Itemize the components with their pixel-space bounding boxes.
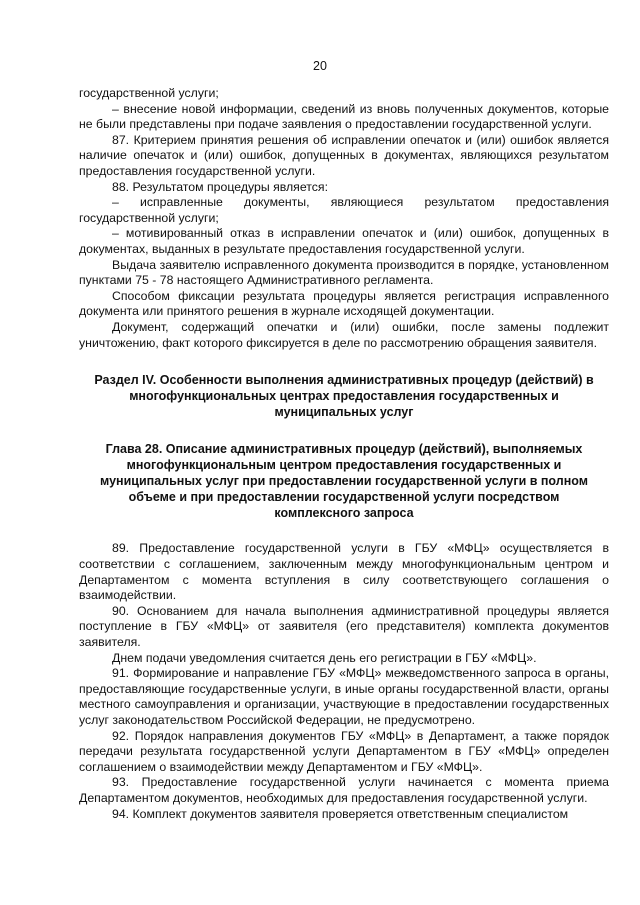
spacer [79, 521, 609, 541]
page-content [79, 86, 609, 822]
paragraph: 94. Комплект документов заявителя проверяется ответственным специалистом [112, 806, 569, 821]
paragraph: Днем подачи уведомления считается день его регистрации в ГБУ «МФЦ». [112, 650, 537, 665]
paragraph: 91. Формирование и направление ГБУ «МФЦ» межведомственного запроса в органы, предоставляющие государственные услуги, в иные органы государственной власти, органы местного самоуправления и организации, участвующие в предоставлении государственных услуг законодательством Российской Федерации, не предусмотрено. [79, 666, 609, 727]
paragraph: 90. Основанием для начала выполнения административной процедуры является поступление в ГБУ «МФЦ» от заявителя (его представителя) комплекта документов заявителя. [79, 603, 609, 650]
paragraph: Способом фиксации результата процедуры является регистрация исправленного документа или принятого решения в журнале исходящей документации. [79, 288, 609, 319]
paragraph: 89. Предоставление государственной услуги в ГБУ «МФЦ» осуществляется в соответствии с соглашением, заключенным между многофункциональным центром и Департаментом с момента вступления в силу соответствующего соглашения о взаимодействии. [79, 541, 609, 603]
page-number: 20 [313, 59, 327, 73]
chapter-heading: Глава 28. Описание административных процедур (действий), выполняемых многофункциональным центром предоставления государственных и муниципальных услуг при предоставлении государственной услуги в полном объеме и при предоставлении государственной услуги посредством комплексного запроса [100, 442, 588, 520]
paragraph: Выдача заявителю исправленного документа производится в порядке, установленном пунктами 75 - 78 настоящего Административного регламента. [79, 257, 609, 288]
section-heading: Раздел IV. Особенности выполнения административных процедур (действий) в многофункциональных центрах предоставления государственных и муниципальных услуг [94, 373, 594, 419]
paragraph: 87. Критерием принятия решения об исправлении опечаток и (или) ошибок является наличие опечаток и (или) ошибок, допущенных в документах, являющихся результатом предоставления государственной услуги. [79, 132, 609, 178]
paragraph: Документ, содержащий опечатки и (или) ошибки, после замены подлежит уничтожению, факт которого фиксируется в деле по рассмотрению обращения заявителя. [79, 319, 609, 350]
bottom-text-block [79, 541, 609, 822]
paragraph: – мотивированный отказ в исправлении опечаток и (или) ошибок, допущенных в документах, выданных в результате предоставления государственной услуги. [79, 226, 609, 256]
paragraph: 93. Предоставление государственной услуги начинается с момента приема Департаментом документов, необходимых для предоставления государственной услуги. [79, 775, 609, 805]
paragraph: 88. Результатом процедуры является: [112, 179, 328, 194]
paragraph: – внесение новой информации, сведений из вновь полученных документов, которые не были представлены при подаче заявления о предоставлении государственной услуги. [79, 101, 609, 132]
paragraph: государственной услуги; [79, 86, 219, 100]
paragraph: 92. Порядок направления документов ГБУ «МФЦ» в Департамент, а также порядок передачи результата государственной услуги Департаментом в ГБУ «МФЦ» определен соглашением о взаимодействии между Департаментом и ГБУ «МФЦ». [79, 728, 609, 774]
paragraph: – исправленные документы, являющиеся результатом предоставления государственной услуги; [79, 195, 609, 225]
top-text-block [79, 86, 609, 351]
